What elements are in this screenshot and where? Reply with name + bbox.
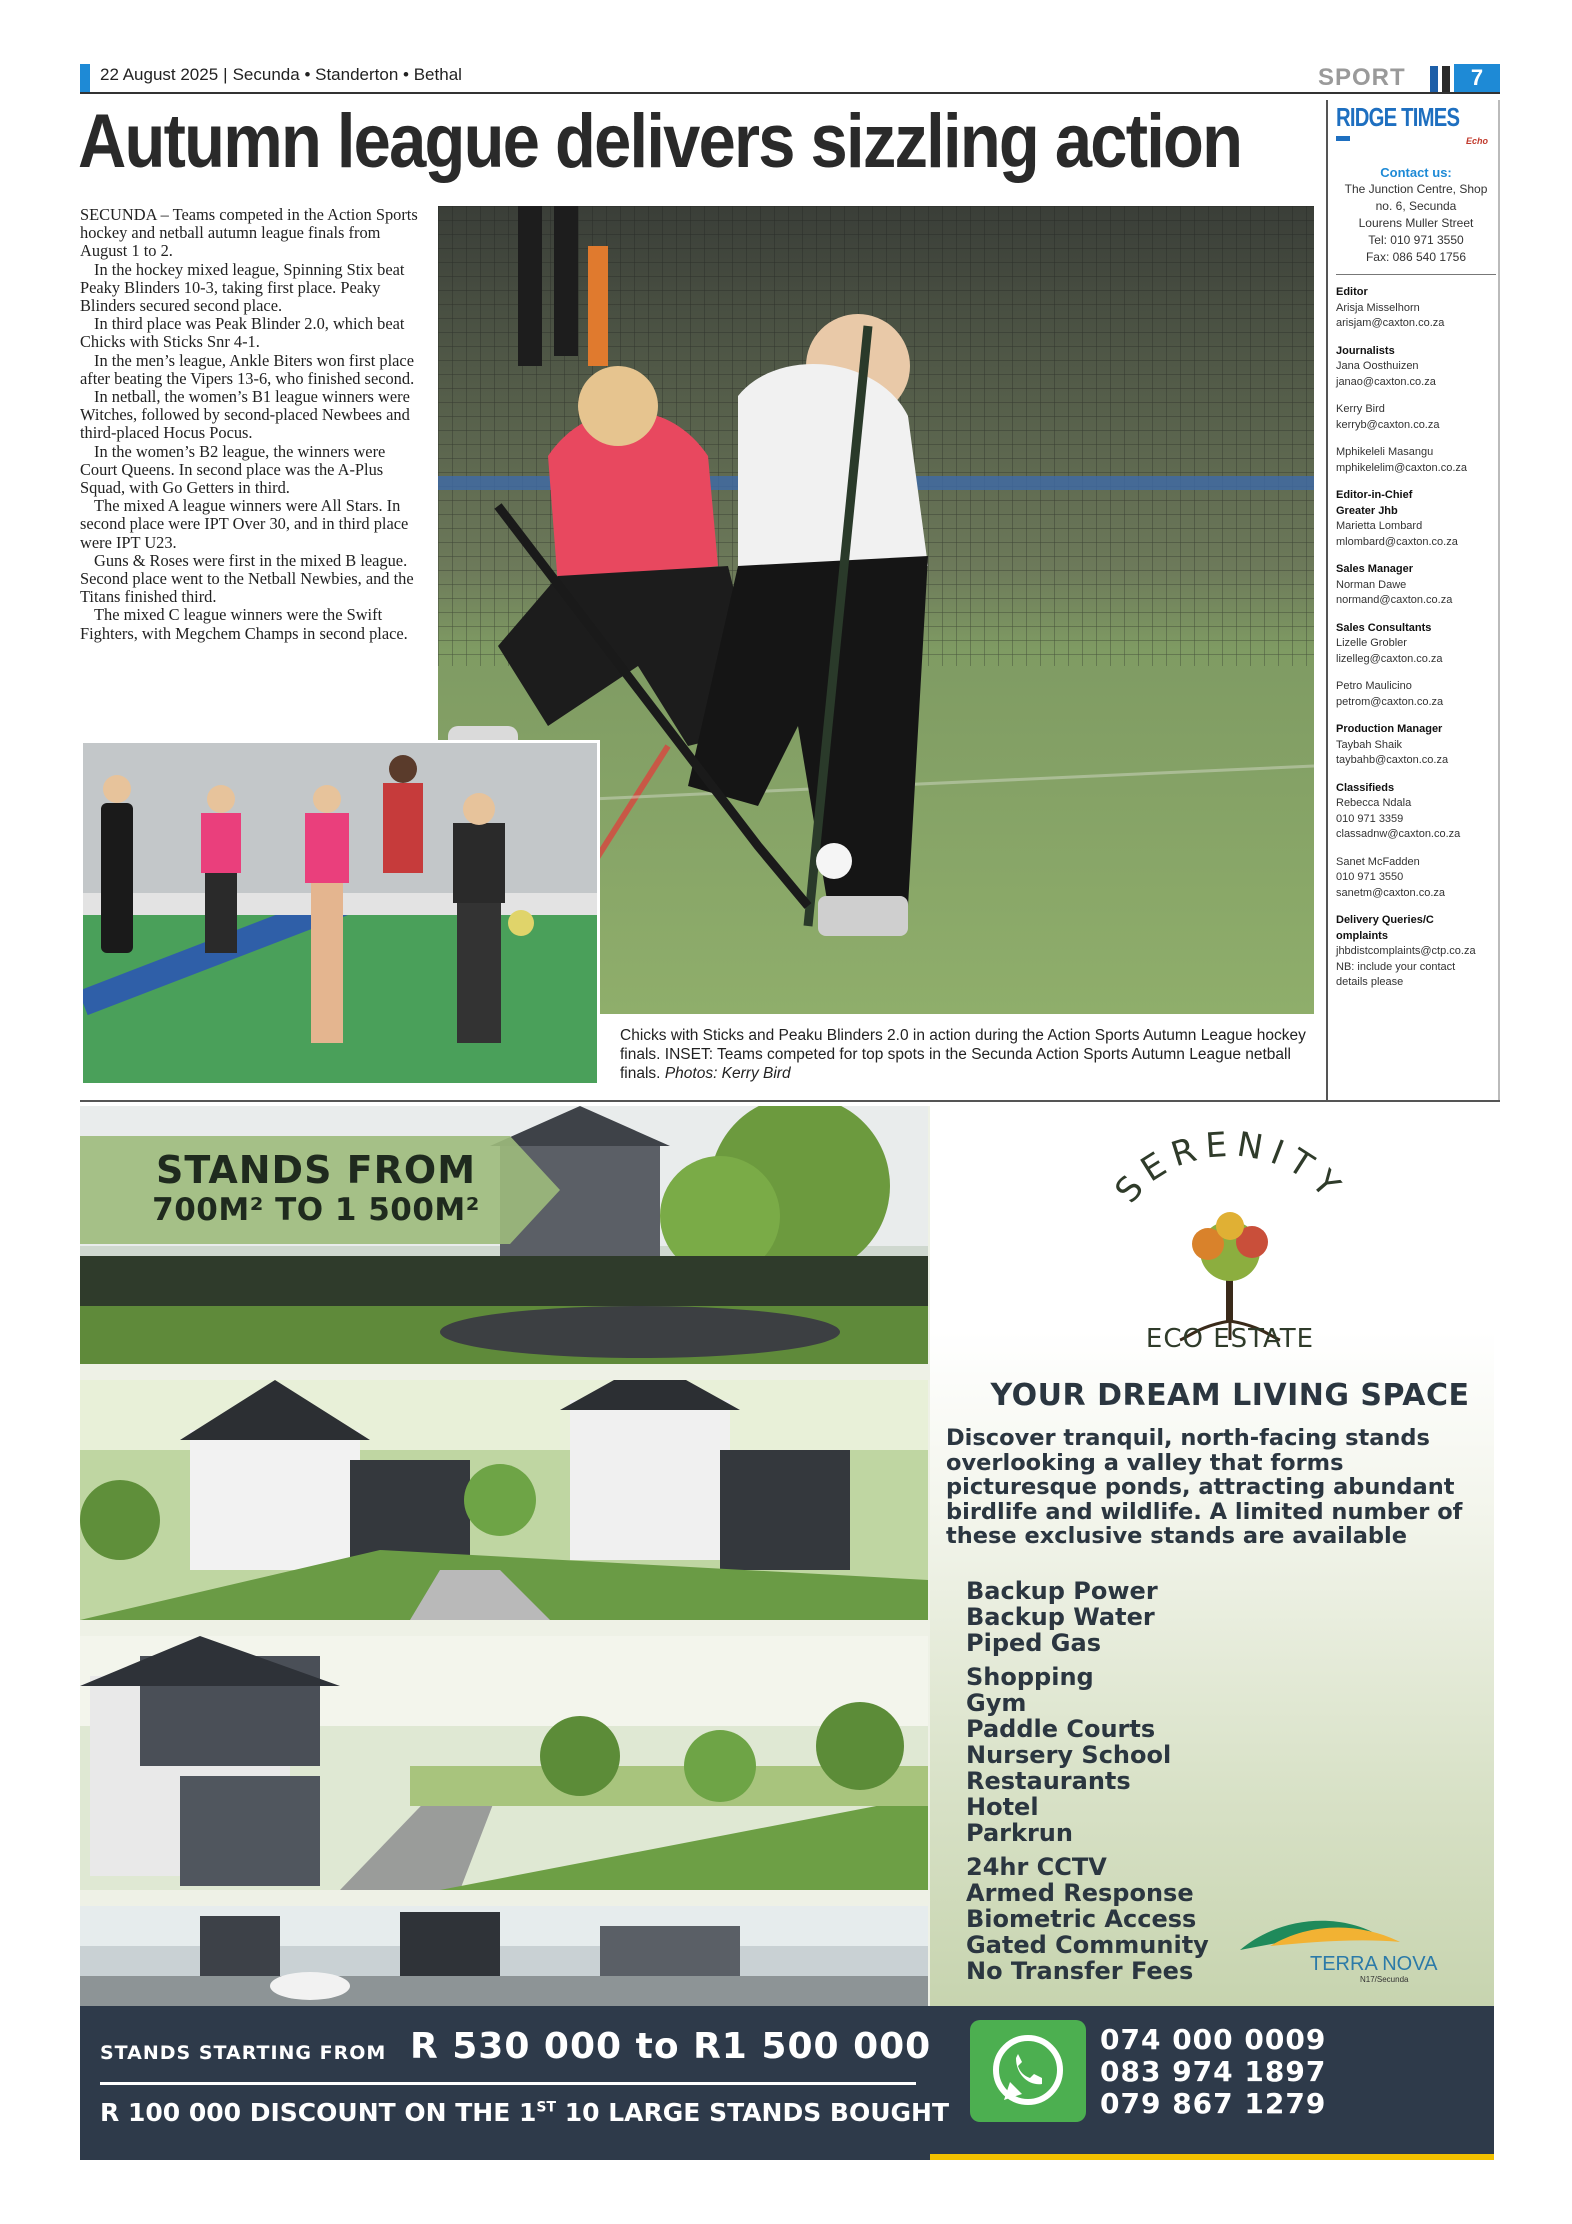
- feature-item: 24hr CCTV: [966, 1853, 1107, 1881]
- photo-credit: Photos: Kerry Bird: [664, 1065, 791, 1082]
- feature-item: Backup Water: [966, 1603, 1155, 1631]
- article-paragraph: The mixed C league winners were the Swift Fighters, with Megchem Champs in second place.: [80, 605, 408, 643]
- masthead-bar: [1336, 136, 1350, 141]
- phone-number[interactable]: 079 867 1279: [1100, 2087, 1327, 2120]
- serenity-advert: [80, 1106, 1494, 2160]
- contact-line: no. 6, Secunda: [1375, 199, 1457, 213]
- staff-detail: Mphikeleli Masangu: [1336, 446, 1434, 458]
- staff-role-cont: omplaints: [1336, 929, 1388, 942]
- staff-gap: [1336, 667, 1496, 679]
- discount-pre: R 100 000 DISCOUNT ON THE 1: [100, 2098, 537, 2127]
- header-accent-bar: [80, 64, 90, 92]
- staff-entry: [1336, 285, 1496, 344]
- staff-role: Production Manager: [1336, 723, 1443, 735]
- staff-detail[interactable]: lizelleg@caxton.co.za: [1336, 652, 1443, 665]
- staff-detail: NB: include your contact: [1336, 960, 1456, 973]
- article-paragraph: Guns & Roses were first in the mixed B league. Second place went to the Netball Newbies, and the Titans finished third.: [80, 550, 414, 607]
- article-paragraph: In the women’s B2 league, the winners were Court Queens. In second place was the A-Plus Squad, with Go Getters in third.: [80, 441, 386, 498]
- staff-detail: 010 971 3550: [1336, 871, 1404, 883]
- feature-item: No Transfer Fees: [966, 1957, 1194, 1985]
- staff-detail: jhbdistcomplaints@ctp.co.za: [1336, 945, 1476, 957]
- staff-role: Sales Manager: [1336, 563, 1414, 575]
- staff-detail: 010 971 3359: [1336, 812, 1404, 825]
- stands-banner-line1: STANDS FROM: [155, 1148, 477, 1192]
- advert-intro: Discover tranquil, north-facing stands overlooking a valley that forms picturesque ponds, attracting abundant birdlife and wildlife. A limited number of these exclusive stands are available: [946, 1425, 1463, 1549]
- staff-gap: [1336, 991, 1496, 1003]
- price-range: R 530 000 to R1 500 000: [410, 2026, 932, 2067]
- feature-item: Nursery School: [966, 1741, 1172, 1769]
- staff-gap: [1336, 550, 1496, 562]
- staff-list: [1336, 285, 1496, 1003]
- sidebar-divider-right: [1498, 100, 1500, 1100]
- caption-text: Chicks with Sticks and Peaku Blinders 2.0 in action during the Action Sports Autumn League hockey finals. INSET: Teams competed for top spots in the Secunda Action Sports Autumn League netball finals.: [620, 1027, 1306, 1082]
- staff-role: Editor: [1336, 286, 1368, 298]
- staff-entry: [1336, 488, 1496, 562]
- page-number: 7: [1454, 64, 1500, 92]
- feature-group: [966, 1664, 1306, 1846]
- staff-detail[interactable]: mphikelelim@caxton.co.za: [1336, 461, 1467, 474]
- masthead-logo: [1336, 102, 1492, 148]
- staff-detail: Petro Maulicino: [1336, 680, 1412, 692]
- staff-detail: Sanet McFadden: [1336, 855, 1420, 868]
- article-paragraph: SECUNDA – Teams competed in the Action Sports hockey and netball autumn league finals from August 1 to 2.: [80, 205, 418, 261]
- masthead-sub: Echo: [1465, 136, 1488, 146]
- feature-item: Armed Response: [966, 1879, 1194, 1907]
- contact-block: [1336, 164, 1496, 266]
- issue-date: 22 August 2025: [100, 65, 219, 84]
- contact-line: Lourens Muller Street: [1358, 216, 1474, 230]
- feature-item: Biometric Access: [966, 1905, 1197, 1933]
- estate-render-2: [80, 1380, 928, 1620]
- header-rule: [80, 92, 1500, 94]
- staff-entry: [1336, 722, 1496, 781]
- staff-detail: Taybah Shaik: [1336, 738, 1403, 751]
- contact-line: The Junction Centre, Shop: [1344, 182, 1488, 196]
- estate-render-1: [80, 1106, 928, 1364]
- staff-gap: [1336, 433, 1496, 445]
- location-1: Secunda: [232, 65, 300, 84]
- staff-role: Sales Consultants: [1336, 621, 1432, 634]
- staff-detail[interactable]: mlombard@caxton.co.za: [1336, 535, 1458, 548]
- estate-render-3: [80, 1636, 928, 1890]
- staff-detail: Lizelle Grobler: [1336, 637, 1407, 649]
- developer-name: TERRA NOVA: [1310, 1953, 1438, 1975]
- sidebar-rule: [1336, 274, 1496, 275]
- discount-sup: ST: [536, 2099, 557, 2116]
- contact-sidebar: [1336, 102, 1496, 1003]
- staff-detail: details please: [1336, 976, 1404, 988]
- staff-detail: Norman Dawe: [1336, 578, 1407, 591]
- staff-gap: [1336, 476, 1496, 488]
- staff-role: Classifieds: [1336, 781, 1395, 794]
- staff-role: Delivery Queries/C: [1336, 914, 1434, 926]
- headline: Autumn league delivers sizzling action: [78, 99, 1242, 184]
- feature-item: Hotel: [966, 1793, 1039, 1821]
- discount-offer: [100, 2098, 949, 2127]
- brand-subtitle: ECO ESTATE: [1145, 1324, 1315, 1354]
- netball-inset-photo: [80, 740, 600, 1086]
- staff-detail: Jana Oosthuizen: [1336, 360, 1419, 372]
- footer-divider: [100, 2082, 916, 2085]
- article-paragraph: In the hockey mixed league, Spinning Stix beat Peaky Blinders 10-3, taking first place. Peaky Blinders secured second place.: [80, 259, 405, 316]
- photo-caption: [620, 1026, 1310, 1083]
- feature-item: Paddle Courts: [966, 1715, 1156, 1743]
- svg-text:SERENITY: [1107, 1126, 1352, 1211]
- staff-entry: [1336, 621, 1496, 680]
- staff-entry: [1336, 445, 1496, 488]
- staff-entry: [1336, 562, 1496, 621]
- location-3: Bethal: [413, 65, 462, 84]
- price-label: STANDS STARTING FROM: [100, 2042, 387, 2064]
- article-paragraph: In third place was Peak Blinder 2.0, which beat Chicks with Sticks Snr 4-1.: [80, 314, 405, 352]
- staff-gap: [1336, 332, 1496, 344]
- feature-group: [966, 1578, 1306, 1656]
- footer-accent-stripe: [930, 2154, 1494, 2160]
- feature-item: Piped Gas: [966, 1629, 1101, 1657]
- article-paragraph: In netball, the women’s B1 league winners were Witches, followed by second-placed Newbees and third-placed Hocus Pocus.: [80, 387, 410, 443]
- tagline: YOUR DREAM LIVING SPACE: [990, 1378, 1470, 1413]
- stands-banner-text: [106, 1148, 526, 1228]
- terranova-logo: [1230, 1906, 1470, 1986]
- staff-entry: [1336, 855, 1496, 914]
- feature-item: Gym: [966, 1689, 1027, 1717]
- staff-entry: [1336, 781, 1496, 855]
- staff-detail[interactable]: arisjam@caxton.co.za: [1336, 317, 1445, 329]
- masthead-title: RIDGE TIMES: [1336, 102, 1460, 132]
- staff-detail: Kerry Bird: [1336, 403, 1385, 415]
- article-body: [80, 206, 420, 643]
- feature-item: Restaurants: [966, 1767, 1131, 1795]
- serenity-wordmark: SERENITY: [1107, 1126, 1353, 1211]
- staff-detail[interactable]: sanetm@caxton.co.za: [1336, 886, 1445, 899]
- phone-numbers: [1100, 2024, 1326, 2120]
- staff-role-cont: Greater Jhb: [1336, 504, 1398, 517]
- feature-item: Backup Power: [966, 1577, 1158, 1605]
- section-rule: [80, 1100, 1500, 1102]
- article-paragraph: The mixed A league winners were All Stars. In second place were IPT Over 30, and in third place were IPT U23.: [80, 496, 409, 552]
- staff-role: Editor-in-Chief: [1336, 489, 1413, 501]
- staff-role: Journalists: [1336, 344, 1395, 357]
- staff-gap: [1336, 769, 1496, 781]
- location-2: Standerton: [315, 65, 399, 84]
- contact-heading: Contact us:: [1380, 165, 1452, 180]
- contact-line: Fax: 086 540 1756: [1365, 250, 1467, 264]
- staff-gap: [1336, 609, 1496, 621]
- phone-number[interactable]: 074 000 0009: [1100, 2023, 1327, 2056]
- staff-detail[interactable]: classadnw@caxton.co.za: [1336, 828, 1461, 840]
- staff-detail: Rebecca Ndala: [1336, 797, 1412, 809]
- section-mark-2: [1442, 66, 1450, 92]
- advert-footer: [80, 2006, 1494, 2160]
- section-label: SPORT: [1318, 64, 1406, 91]
- staff-detail: Marietta Lombard: [1336, 520, 1423, 532]
- staff-gap: [1336, 390, 1496, 402]
- developer-subtitle: N17/Secunda: [1360, 1975, 1409, 1984]
- staff-entry: [1336, 344, 1496, 403]
- staff-gap: [1336, 901, 1496, 913]
- sidebar-divider: [1326, 100, 1328, 1100]
- whatsapp-icon: [970, 2020, 1086, 2122]
- staff-detail: Arisja Misselhorn: [1336, 301, 1420, 314]
- staff-detail[interactable]: normand@caxton.co.za: [1336, 594, 1453, 606]
- staff-entry: [1336, 913, 1496, 1003]
- staff-entry: [1336, 679, 1496, 722]
- serenity-logo: [1080, 1126, 1380, 1356]
- staff-entry: [1336, 402, 1496, 445]
- contact-line: Tel: 010 971 3550: [1368, 233, 1464, 247]
- section-mark-1: [1430, 66, 1438, 92]
- staff-gap: [1336, 843, 1496, 855]
- staff-detail[interactable]: janao@caxton.co.za: [1336, 375, 1436, 388]
- staff-detail[interactable]: taybahb@caxton.co.za: [1336, 754, 1449, 766]
- article-paragraph: In the men’s league, Ankle Biters won first place after beating the Vipers 13-6, who finished second.: [80, 350, 415, 388]
- staff-detail[interactable]: kerryb@caxton.co.za: [1336, 418, 1440, 431]
- discount-post: 10 LARGE STANDS BOUGHT: [556, 2098, 950, 2127]
- stands-banner-line2: 700M² TO 1 500M²: [152, 1192, 480, 1228]
- staff-detail[interactable]: petrom@caxton.co.za: [1336, 695, 1444, 708]
- issue-line: 22 August 2025 | Secunda • Standerton • Bethal: [100, 65, 462, 84]
- staff-gap: [1336, 710, 1496, 722]
- phone-number[interactable]: 083 974 1897: [1100, 2055, 1327, 2088]
- estate-render-4: [80, 1906, 928, 2006]
- feature-item: Gated Community: [966, 1931, 1209, 1959]
- feature-item: Parkrun: [966, 1819, 1073, 1847]
- feature-item: Shopping: [966, 1663, 1094, 1691]
